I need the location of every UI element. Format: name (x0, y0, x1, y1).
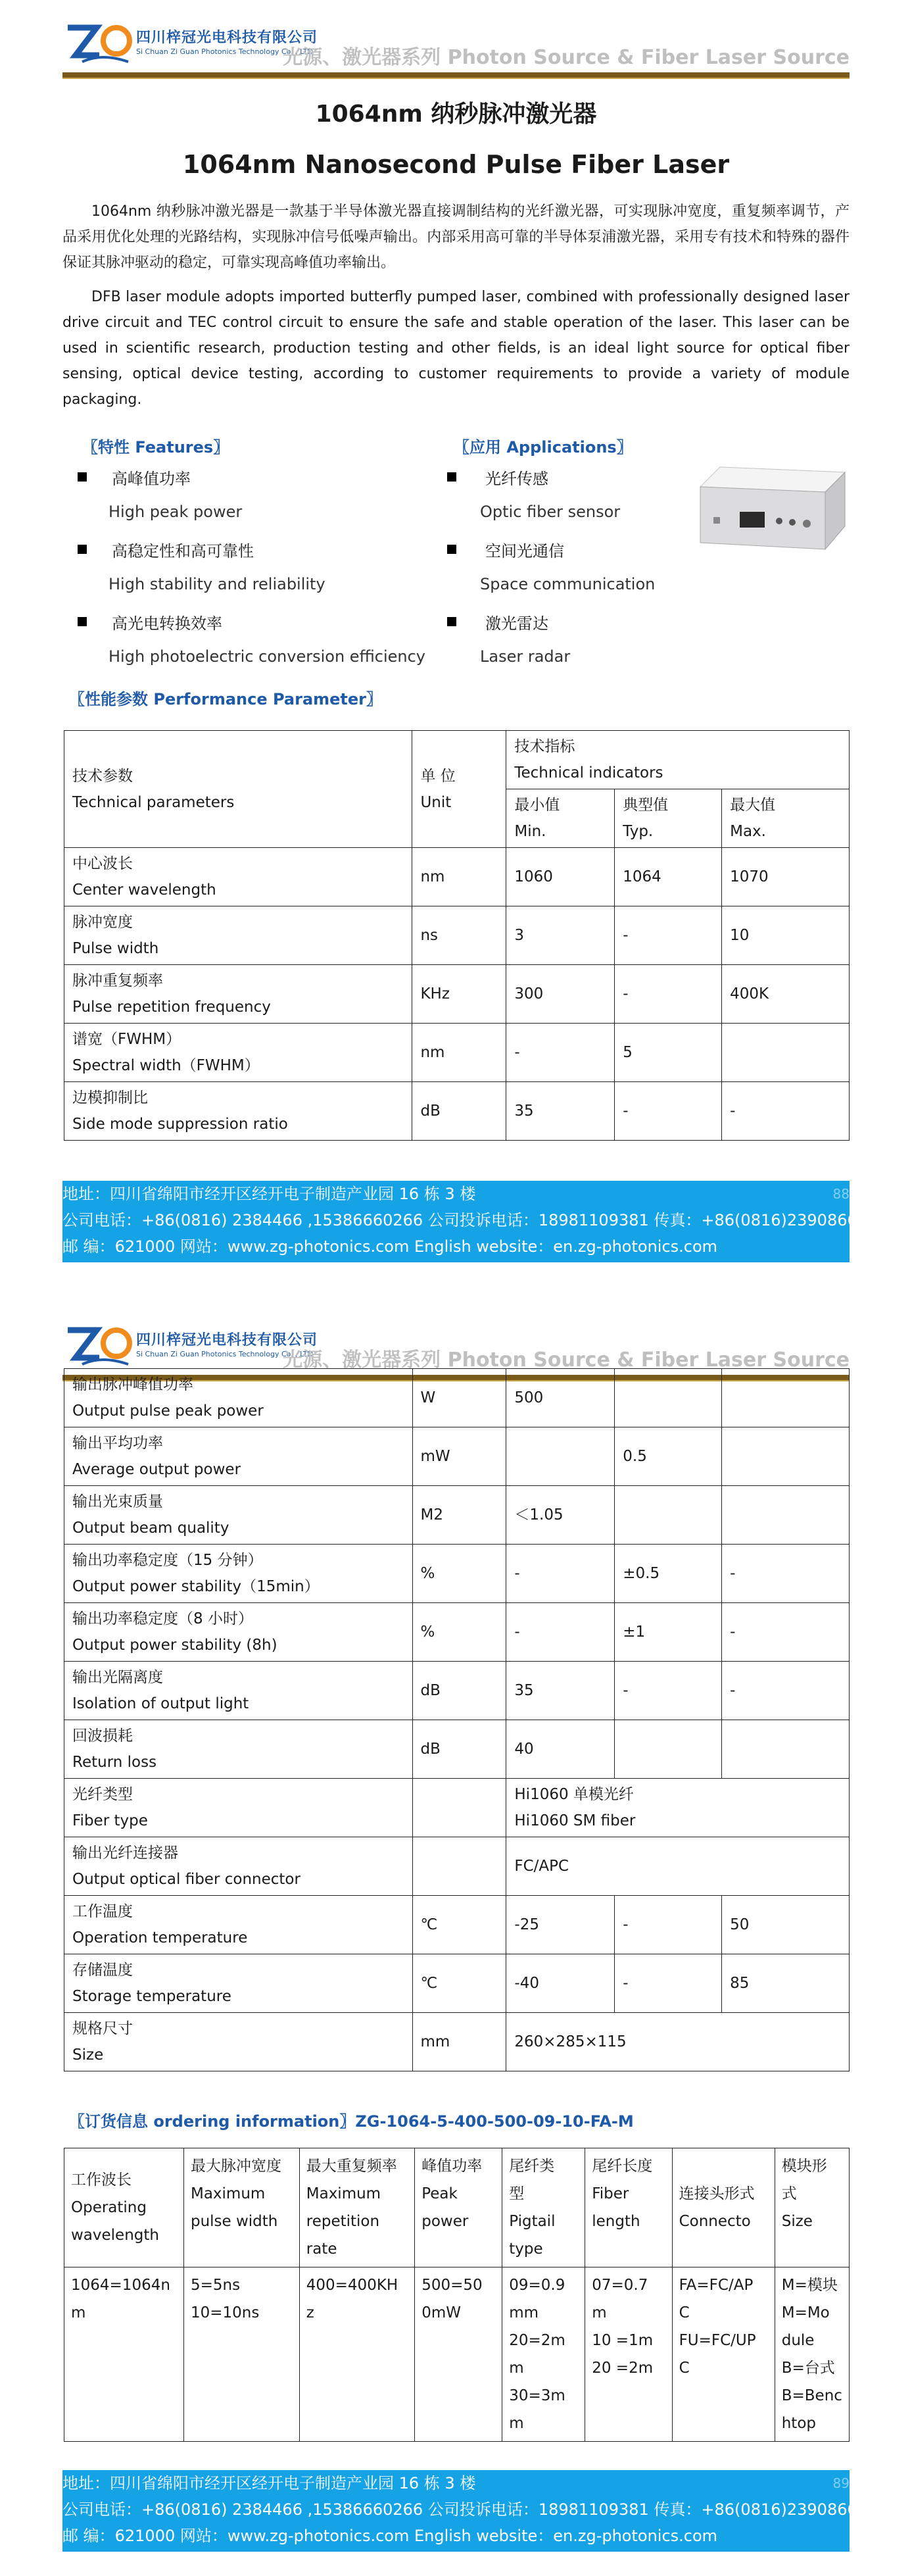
table-cell (506, 1427, 615, 1486)
header-rule (62, 72, 850, 78)
order-value-cell: 09=0.9 mm 20=2m m 30=3m m (502, 2267, 585, 2442)
footer-phone: 公司电话：+86(0816) 2384466 ,15386660266 公司投诉电话：18981109381 传真：+86(0816)2390866 (62, 1211, 857, 1229)
table-cell: FC/APC (506, 1837, 850, 1896)
table-cell: M2 (412, 1486, 506, 1545)
table-cell (615, 1369, 722, 1427)
footer-phone: 公司电话：+86(0816) 2384466 ,15386660266 公司投诉电话：18981109381 传真：+86(0816)2390866 (62, 2500, 857, 2519)
order-value-cell: M=模块 M=Mo dule B=台式 B=Benc htop (775, 2267, 849, 2442)
order-header-cell: 最大脉冲宽度 Maximum pulse width (183, 2148, 299, 2267)
table-cell: dB (412, 1720, 506, 1779)
table-row (64, 1082, 850, 1141)
table-cell: 1064 (615, 848, 722, 906)
application-cn: 光纤传感 (485, 470, 548, 488)
feature-en: High photoelectric conversion efficiency (108, 647, 426, 666)
table-cell: 输出功率稳定度（8 小时） Output power stability (8h) (64, 1603, 413, 1662)
order-value-cell: FA=FC/AP C FU=FC/UP C (672, 2267, 775, 2442)
table-cell: 10 (722, 906, 850, 965)
bullet-icon (447, 617, 456, 626)
feature-cn: 高峰值功率 (112, 470, 191, 488)
table-cell: 输出光束质量 Output beam quality (64, 1486, 413, 1545)
table-cell (722, 1024, 850, 1082)
bullet-icon (78, 617, 87, 626)
table-row (64, 965, 850, 1024)
table-cell: % (412, 1545, 506, 1603)
bullet-icon (447, 545, 456, 554)
table-cell: 500 (506, 1369, 615, 1427)
table-cell (412, 1779, 506, 1837)
table-cell: 1060 (506, 848, 615, 906)
application-cn: 激光雷达 (485, 614, 548, 633)
table-cell: 85 (722, 1954, 850, 2013)
table-cell: - (506, 1024, 615, 1082)
intro-en: DFB laser module adopts imported butterfly pumped laser, combined with professionally designed laser drive circuit and TEC control circuit to ensure the safe and stable operation of the laser. This laser can be used in scientific research, production testing and other fields, is an ideal light source for optical fiber sensing, optical device testing, according to customer requirements to provide a variety of module packaging. (62, 289, 850, 408)
table-cell: nm (412, 1024, 506, 1082)
order-header-cell: 工作波长 Operating wavelength (64, 2148, 184, 2267)
table-cell: ＜1.05 (506, 1486, 615, 1545)
table-cell: 1070 (722, 848, 850, 906)
table-cell: 中心波长 Center wavelength (64, 848, 412, 906)
header-slogan: 光源、激光器系列 Photon Source & Fiber Laser Source (283, 46, 850, 69)
table-header-unit: 单 位 Unit (412, 731, 506, 848)
table-cell: 边模抑制比 Side mode suppression ratio (64, 1082, 412, 1141)
table-cell: W (412, 1369, 506, 1427)
ordering-title: 〖订货信息 ordering information〗ZG-1064-5-400-500-09-10-FA-M (69, 2112, 634, 2131)
table-cell: 50 (722, 1896, 850, 1954)
table-header-indicators: 技术指标 Technical indicators (506, 731, 850, 789)
table-row (64, 1024, 850, 1082)
table-cell: 回波损耗 Return loss (64, 1720, 413, 1779)
table-cell: KHz (412, 965, 506, 1024)
feature-en: High stability and reliability (108, 575, 325, 593)
order-header-cell: 尾纤类 型 Pigtail type (502, 2148, 585, 2267)
header-slogan: 光源、激光器系列 Photon Source & Fiber Laser Source (283, 1349, 850, 1372)
performance-table-continued (64, 1368, 850, 2071)
table-cell: - (506, 1603, 615, 1662)
table-cell: 35 (506, 1082, 615, 1141)
feature-cn: 高光电转换效率 (112, 614, 222, 633)
page-footer (62, 1181, 857, 1262)
table-cell: 脉冲重复频率 Pulse repetition frequency (64, 965, 412, 1024)
table-cell: 谱宽（FWHM） Spectral width（FWHM） (64, 1024, 412, 1082)
table-cell: - (722, 1662, 850, 1720)
features-title: 〖特性 Features〗 (82, 438, 229, 457)
performance-title: 〖性能参数 Performance Parameter〗 (69, 690, 383, 708)
table-cell: ℃ (412, 1896, 506, 1954)
table-row (64, 1720, 850, 1779)
order-value-cell: 1064=1064n m (64, 2267, 184, 2442)
table-cell: 规格尺寸 Size (64, 2013, 413, 2071)
order-value-cell: 07=0.7 m 10 =1m 20 =2m (585, 2267, 672, 2442)
header-rule-accent (62, 78, 850, 79)
table-cell: - (722, 1545, 850, 1603)
table-cell: 5 (615, 1024, 722, 1082)
company-name-en: Si Chuan Zi Guan Photonics Technology Co. , LTD (136, 47, 313, 56)
table-cell: 35 (506, 1662, 615, 1720)
table-row (64, 1779, 850, 1837)
table-cell: 输出平均功率 Average output power (64, 1427, 413, 1486)
table-cell (722, 1720, 850, 1779)
table-cell: - (615, 1082, 722, 1141)
table-cell: - (506, 1545, 615, 1603)
page-footer (62, 2470, 857, 2552)
table-cell: - (615, 906, 722, 965)
table-cell (412, 1837, 506, 1896)
table-row (64, 1662, 850, 1720)
bullet-icon (78, 472, 87, 482)
table-cell: - (615, 1954, 722, 2013)
table-cell: -25 (506, 1896, 615, 1954)
table-header-param: 技术参数 Technical parameters (64, 731, 412, 848)
table-row (64, 1896, 850, 1954)
table-row (64, 1837, 850, 1896)
table-cell: 输出脉冲峰值功率 Output pulse peak power (64, 1369, 413, 1427)
table-cell: % (412, 1603, 506, 1662)
order-value-cell: 400=400KH z (299, 2267, 414, 2442)
table-cell: 260×285×115 (506, 2013, 850, 2071)
laser-device-image (694, 460, 852, 559)
company-name-cn: 四川梓冠光电科技有限公司 (136, 1332, 318, 1349)
page-header (62, 21, 850, 82)
table-cell: 40 (506, 1720, 615, 1779)
order-header-cell: 峰值功率 Peak power (415, 2148, 502, 2267)
table-cell: nm (412, 848, 506, 906)
table-cell: 存储温度 Storage temperature (64, 1954, 413, 2013)
page-number: 88 (832, 1186, 850, 1202)
footer-postal: 邮 编：621000 网站：www.zg-photonics.com English website：en.zg-photonics.com (62, 1237, 718, 1256)
table-header-typ: 典型值 Typ. (615, 789, 722, 848)
application-en: Optic fiber sensor (480, 503, 621, 521)
page-89 (0, 1302, 912, 2576)
order-header-cell: 连接头形式 Connecto (672, 2148, 775, 2267)
table-cell: - (615, 1662, 722, 1720)
table-cell: 3 (506, 906, 615, 965)
feature-cn: 高稳定性和高可靠性 (112, 542, 254, 560)
table-cell: -40 (506, 1954, 615, 2013)
table-row (64, 1603, 850, 1662)
performance-table (64, 730, 850, 1141)
table-cell: 工作温度 Operation temperature (64, 1896, 413, 1954)
ordering-value-row (64, 2267, 850, 2442)
bullet-icon (78, 545, 87, 554)
footer-address: 地址：四川省绵阳市经开区经开电子制造产业园 16 栋 3 楼 (62, 2474, 476, 2492)
table-cell: dB (412, 1082, 506, 1141)
table-cell: 光纤类型 Fiber type (64, 1779, 413, 1837)
table-cell: ±0.5 (615, 1545, 722, 1603)
order-value-cell: 5=5ns 10=10ns (183, 2267, 299, 2442)
company-name-cn: 四川梓冠光电科技有限公司 (136, 30, 318, 46)
table-row (64, 1954, 850, 2013)
table-row (64, 1427, 850, 1486)
order-header-cell: 最大重复频率 Maximum repetition rate (299, 2148, 414, 2267)
table-cell: dB (412, 1662, 506, 1720)
intro-cn: 1064nm 纳秒脉冲激光器是一款基于半导体激光器直接调制结构的光纤激光器，可实现脉冲宽度，重复频率调节，产品采用优化处理的光路结构，实现脉冲信号低噪声输出。内部采用高可靠的半导体泵浦激光器，采用专有技术和特殊的器件保证其脉冲驱动的稳定，可靠实现高峰值功率输出。 (62, 203, 850, 271)
table-cell: 400K (722, 965, 850, 1024)
table-cell (722, 1486, 850, 1545)
table-cell: - (615, 1896, 722, 1954)
table-cell: 300 (506, 965, 615, 1024)
table-cell (615, 1720, 722, 1779)
table-cell: Hi1060 单模光纤 Hi1060 SM fiber (506, 1779, 850, 1837)
table-cell: 输出功率稳定度（15 分钟） Output power stability（15min） (64, 1545, 413, 1603)
table-cell (615, 1486, 722, 1545)
table-cell: mm (412, 2013, 506, 2071)
product-title-cn: 1064nm 纳秒脉冲激光器 (315, 101, 597, 128)
table-row (64, 1486, 850, 1545)
table-cell (722, 1369, 850, 1427)
table-cell: 输出光隔离度 Isolation of output light (64, 1662, 413, 1720)
page-number: 89 (832, 2475, 850, 2491)
table-cell: 输出光纤连接器 Output optical fiber connector (64, 1837, 413, 1896)
company-logo-icon (62, 1324, 135, 1371)
company-logo-icon (62, 21, 135, 68)
order-header-cell: 尾纤长度 Fiber length (585, 2148, 672, 2267)
table-cell: - (615, 965, 722, 1024)
table-cell: ns (412, 906, 506, 965)
footer-address: 地址：四川省绵阳市经开区经开电子制造产业园 16 栋 3 楼 (62, 1185, 476, 1203)
table-cell: 脉冲宽度 Pulse width (64, 906, 412, 965)
table-row (64, 906, 850, 965)
table-cell (722, 1427, 850, 1486)
table-cell: mW (412, 1427, 506, 1486)
table-row (64, 848, 850, 906)
table-cell: 0.5 (615, 1427, 722, 1486)
product-title-en: 1064nm Nanosecond Pulse Fiber Laser (182, 150, 730, 179)
table-header-max: 最大值 Max. (722, 789, 850, 848)
ordering-header-row (64, 2148, 850, 2267)
ordering-table (64, 2148, 850, 2442)
table-row (64, 1369, 850, 1427)
table-cell: ±1 (615, 1603, 722, 1662)
application-cn: 空间光通信 (485, 542, 564, 560)
bullet-icon (447, 472, 456, 482)
company-name-en: Si Chuan Zi Guan Photonics Technology Co. , LTD (136, 1350, 313, 1358)
feature-en: High peak power (108, 503, 243, 521)
table-cell: ℃ (412, 1954, 506, 2013)
application-en: Space communication (480, 575, 656, 593)
order-value-cell: 500=50 0mW (415, 2267, 502, 2442)
table-row (64, 2013, 850, 2071)
application-en: Laser radar (480, 647, 571, 666)
order-header-cell: 模块形 式 Size (775, 2148, 849, 2267)
table-cell: - (722, 1082, 850, 1141)
table-header-min: 最小值 Min. (506, 789, 615, 848)
applications-title: 〖应用 Applications〗 (454, 438, 633, 457)
table-row (64, 1545, 850, 1603)
table-cell: - (722, 1603, 850, 1662)
footer-postal: 邮 编：621000 网站：www.zg-photonics.com English website：en.zg-photonics.com (62, 2527, 718, 2545)
